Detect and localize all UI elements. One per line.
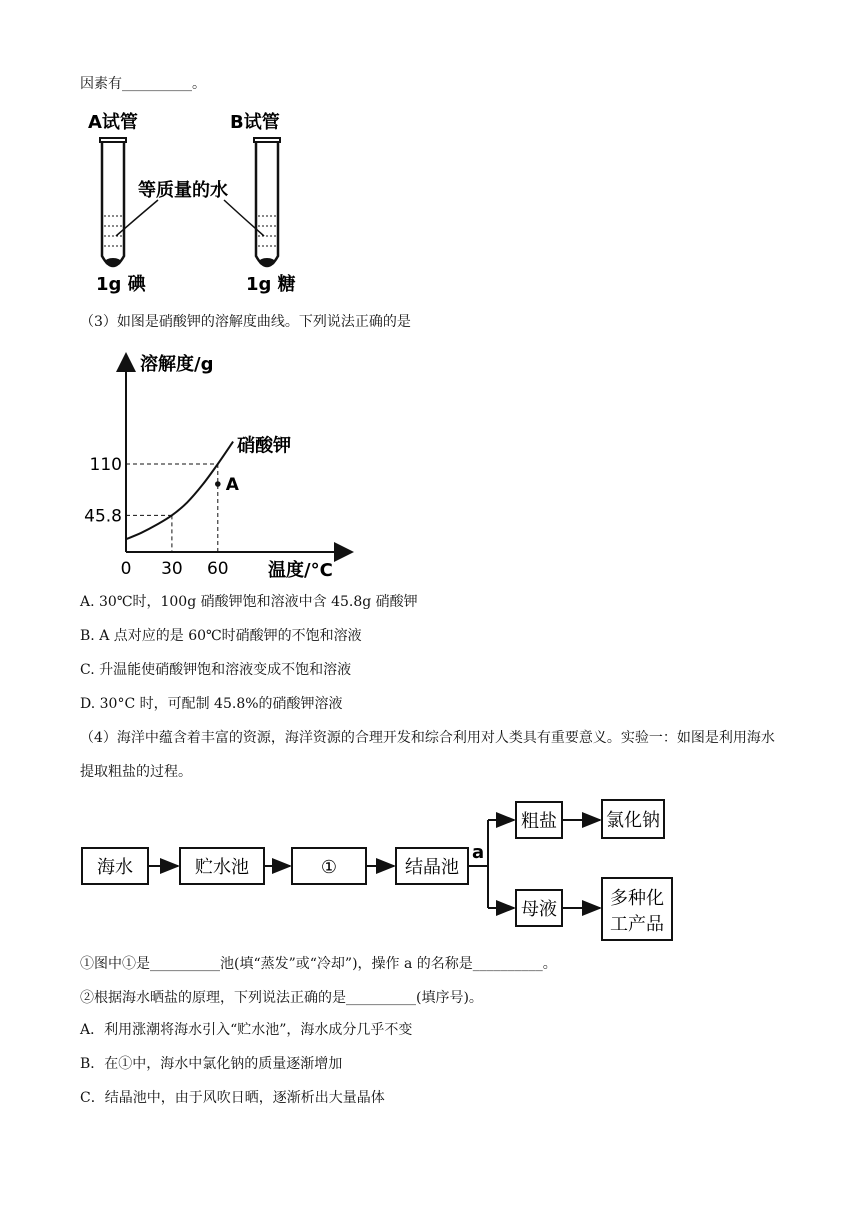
svg-text:多种化: 多种化 [610,888,664,909]
tube-b-label: B试管 [230,112,280,133]
box-nacl [602,800,664,838]
point-a-marker [215,481,221,487]
series-curve-kno3 [126,442,233,540]
water-pointer-b [224,200,264,236]
svg-text:贮水池: 贮水池 [195,857,249,878]
chart-guides [126,464,218,552]
box-crude-salt [516,802,562,838]
operation-a-label: a [472,842,485,863]
x-axis-label: 温度/°C [268,560,333,581]
x-tick-label: 30 [161,559,183,579]
chart-ticks [84,455,228,579]
solute-b-label: 1g 糖 [246,274,296,295]
tube-a-label: A试管 [88,112,138,133]
q3-option-c: C. 升温能使硝酸钾饱和溶液变成不饱和溶液 [80,662,352,678]
q4-option-a: A．利用涨潮将海水引入“贮水池”，海水成分几乎不变 [80,1022,413,1038]
svg-text:海水: 海水 [97,857,133,878]
box-chemical-products [602,878,672,940]
question-intro: 因素有__________。 [80,76,206,92]
q4-option-b: B．在①中，海水中氯化钠的质量逐渐增加 [80,1056,343,1072]
q4-stem: （4）海洋中蕴含着丰富的资源，海洋资源的合理开发和综合利用对人类具有重要意义。实验一：如图是利用海水提取粗盐的过程。 [80,730,775,780]
box-mother-liquor [516,890,562,926]
box-seawater [82,848,148,884]
water-label: 等质量的水 [138,180,228,201]
svg-text:结晶池: 结晶池 [405,857,459,878]
y-tick-label: 110 [89,455,122,475]
solute-a-label: 1g 碘 [96,274,146,295]
point-a [215,475,240,495]
q3-stem: （3）如图是硝酸钾的溶解度曲线。下列说法正确的是 [80,314,411,330]
q4-option-c: C．结晶池中，由于风吹日晒，逐渐析出大量晶体 [80,1090,385,1106]
q3-option-b: B. A 点对应的是 60℃时硝酸钾的不饱和溶液 [80,628,362,644]
svg-text:①: ① [320,857,338,878]
q4-sub1: ①图中①是__________池(填“蒸发”或“冷却”)，操作 a 的名称是__________。 [80,956,557,972]
point-a-label: A [225,475,239,495]
svg-text:工产品: 工产品 [610,914,664,935]
tube-b [254,138,280,266]
svg-text:母液: 母液 [521,899,557,920]
svg-text:粗盐: 粗盐 [521,811,557,832]
test-tube-figure [80,104,320,300]
tube-a [100,138,126,266]
q3-option-a: A. 30℃时，100g 硝酸钾饱和溶液中含 45.8g 硝酸钾 [80,594,418,610]
q3-option-d: D. 30°C 时，可配制 45.8%的硝酸钾溶液 [80,696,343,712]
water-pointer-a [116,200,158,236]
svg-text:氯化钠: 氯化钠 [606,810,660,831]
q4-sub2: ②根据海水晒盐的原理，下列说法正确的是__________(填序号)。 [80,990,483,1006]
box-step1 [292,848,366,884]
y-axis-label: 溶解度/g [140,354,214,375]
x-tick-label: 0 [120,559,132,579]
sea-salt-flow-diagram [80,794,680,946]
solubility-chart [80,344,370,584]
box-crystal-pool [396,848,468,884]
box-reservoir [180,848,264,884]
x-tick-label: 60 [206,559,229,579]
series-label-kno3: 硝酸钾 [237,435,292,457]
y-tick-label: 45.8 [84,506,122,527]
